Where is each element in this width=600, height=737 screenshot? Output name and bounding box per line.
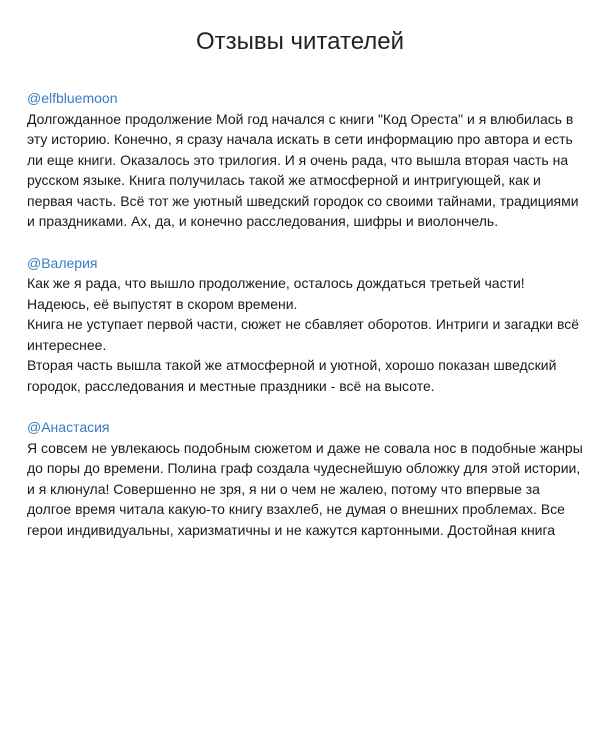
review-text: Долгожданное продолжение Мой год начался с книги "Код Ореста" и я влюбилась в эту историю. Конечно, я сразу начала искать в сети информацию про автора и есть ли еще книги. Оказалось это трилогия. И я очень рада, что вышла вторая часть на русском языке. Книга получилась такой же атмосферной и интригующей, как и первая часть. Всё тот же уютный шведский городок со своими тайнами, традициями и праздниками. Ах, да, и конечно расследования, шифры и виолончель. — [27, 110, 579, 229]
review-text: Книга не уступает первой части, сюжет не сбавляет оборотов. Интриги и загадки всё интереснее. — [27, 316, 580, 353]
review-item — [27, 253, 587, 397]
review-author-link[interactable]: @Валерия — [27, 254, 98, 271]
review-text: Вторая часть вышла такой же атмосферной и уютной, хорошо показан шведский городок, расследования и местные праздники - всё на высоте. — [27, 357, 557, 394]
review-author-link[interactable]: @Анастасия — [27, 419, 110, 435]
review-item — [27, 88, 587, 232]
review-item — [27, 417, 587, 540]
reviews-list — [27, 88, 587, 561]
review-author-link[interactable]: @elfbluemoon — [27, 90, 118, 106]
review-text: Как же я рада, что вышло продолжение, осталось дождаться третьей части! Надеюсь, её выпустят в скором времени. — [27, 275, 525, 312]
review-text: Я совсем не увлекаюсь подобным сюжетом и даже не совала нос в подобные жанры до поры до времени. Полина граф создала чудеснейшую обложку для этой истории, и я клюнула! Совершенно не зря, я ни о чем не жалею, потому что впервые за долгое время читала какую-то книгу взахлеб, не думая о внешних проблемах. Все герои индивидуальны, харизматичны и не кажутся картонными. Достойная книга — [27, 439, 583, 538]
page-title: Отзывы читателей — [195, 28, 405, 55]
